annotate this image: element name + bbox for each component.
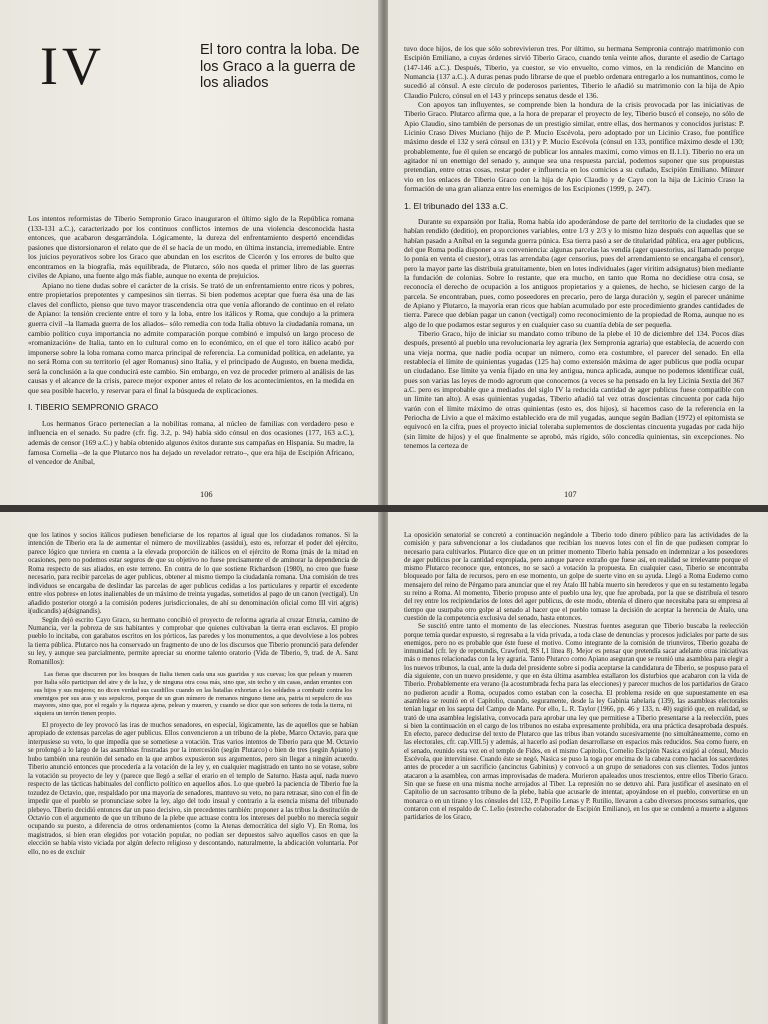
- page-number: 106: [200, 490, 213, 499]
- paragraph: Los intentos reformistas de Tiberio Sempronio Graco inauguraron el último siglo de la República romana (133-131 a.C.), caracterizado por los continuos conflictos internos de una violencia desconocida hasta entonces, que acabaron desgarrándola. Lógicamente, la dureza del enfrentamiento despertó encendidas pasiones que distorsionaron el relato que de él se hacía de un modo, en última instancia, irremediable. Entre los juicios peyorativos sobre los Graco que abundan en los escritos de Cicerón y los errores de bulto que encontramos en la biografía, más equilibrada, de Plutarco, sólo nos queda el primer libro de las guerras civiles de Apiano, una fuente algo más fiable, aunque no exenta de prejuicios.: [28, 214, 354, 281]
- chapter-number: IV: [40, 36, 105, 96]
- section-heading: I. TIBERIO SEMPRONIO GRACO: [28, 402, 159, 413]
- block-quote: Las fieras que discurren por los bosques de Italia tienen cada una sus guaridas y sus cuevas; los que pelean y mueren por Italia sólo participan del aire y de la luz, y de ninguna otra cosa más, sino que, sin techo y sin casas, andan errantes con sus hijos y sus mujeres; no dicen verdad sus caudillos cuando en las batallas exhortan a los soldados a combatir contra los enemigos por sus aras y sus sepulcros, porque de un gran número de romanos ninguno tiene ara, patria ni sepulcro de sus mayores, sino que, por el regalo y la riqueza ajena, pelean y mueren, y cuando se dice que son señores de toda la tierra, ni siquiera un terrón tienen propio.: [34, 671, 352, 718]
- chapter-body: [28, 532, 358, 857]
- paragraph: Tiberio Graco, hijo de iniciar su mandato como tribuno de la plebe el 10 de diciembre del 134. Pocos días después, presentó al pueblo una revolucionaria ley agraria (lex Sempronia agraria) que establecía, de acuerdo con una vieja norma, que nadie podía ocupar un número, como era costumbre, el parecer del senado. En ella restablecía el límite de quinientas yugadas (125 ha) como extensión máxima de ager publicus que podía ocupar un ciudadano. Ese límite ya venía fijado en una ley antigua, nunca aplicada, aunque no podemos identificar cuál, pues son varias las leyes de modo agrorum que conocemos (a veces se ha pensado en la ley Licinia Sextia del 367 a.C. pero es improbable que a mediados del siglo IV la reducida cantidad de ager publicus fuese compatible con un límite tan alto). A esas quinientas yugadas, Tiberio añadió tal vez otras doscientas cincuenta por cada hijo varón con el límite máximo de otras quinientas (esto es, dos hijos), si hacemos caso de la referencia en la Periocha de Livio a que el máximo establecido era de mil yugadas, aunque según Badian (1972) el epitomista se equivocó en la cifra, pues el proyecto inicial toleraba suplementos de doscientas cincuenta yugadas por cada hijo (sin límite de hijos) y el que finalmente se aprobó, más rígido, sólo concedía quinientas, sin excepciones. No tenemos la certeza de: [404, 328, 744, 451]
- page-108: [0, 512, 380, 1024]
- page-106: [0, 0, 380, 505]
- top-book-spread: [0, 0, 768, 505]
- chapter-body: [404, 44, 744, 450]
- page-109: [388, 512, 768, 1024]
- chapter-title: El toro contra la loba. De los Graco a la guerra de los aliados: [200, 42, 360, 91]
- paragraph: La oposición senatorial se concretó a continuación negándole a Tiberio todo dinero público para las actividades de la comisión y para subvencionar a los ciudadanos que recibían los nuevos lotes con el fin de que pudiesen comprar lo necesario para cultivarlos. Plutarco dice que en un primer momento Tiberio había pensado en indemnizar a los poseedores de ager publicus por la cantidad expropiada, pero aunque parece extraño que fuese así, en realidad se irrelevante porque el mismo Plutarco reconoce que, entonces, no se sacó a votación la propuesta. En cualquier caso, Tiberio se encontraba bloqueado por falta de recursos, pero en ese momento, un golpe de suerte vino en su ayuda. Llegó a Roma Eudemo como mensajero del reino de Pérgamo para anunciar que el rey Átalo III había muerto sin herederos y que en su testamento legaba su reino a Roma. Al momento, Tiberio propuso ante el pueblo una ley, que fue aprobada, por la que se distribuía el tesoro del rey entre los recipiendarios de lotes del ager publicus, de este modo, obtenía el dinero que necesitaba para su empresa al tiempo que usurpaba otro golpe al senado al hacer que el pueblo tomase la decisión de aceptar la herencia de Átalo, una cuestión de la competencia exclusiva del senado, hasta entonces.: [404, 532, 748, 622]
- page-number: 107: [564, 490, 577, 499]
- paragraph: Según dejó escrito Cayo Graco, su hermano concibió el proyecto de reforma agraria al cruzar Etruria, camino de Numancia, ver la pobreza de sus habitantes y comprobar que quienes cultivaban la tierra eran esclavos. El propio pueblo lo incitaba, con garabatos escritos en los pórticos, las paredes y los monumentos, a que devolviese a los pobres la tierra pública. Plutarco nos ha conservado un fragmento de uno de los discursos que Tiberio pronunció para defender su ley, y aunque sea parcialmente, permite apreciar su enorme talento oratorio (Vida de Tiberio, 9, trad. de A. Sanz Romanillos):: [28, 616, 358, 666]
- paragraph: Con apoyos tan influyentes, se comprende bien la hondura de la crisis provocada por las iniciativas de Tiberio Graco. Plutarco afirma que, a la hora de preparar el proyecto de ley, Tiberio buscó el consejo, no sólo de Apio Claudio, sino también de personas de un prestigio similar, entre ellas, dos hermanos y conocidos juristas: P. Licinio Craso Dives Muciano (hijo de P. Mucio Escévola, pero adoptado por un Licinio Craso, fue pontífice máximo desde el 132 y será cónsul en 131) y P. Mucio Escévola (cónsul en 133, pontífice máximo desde el 130; probablemente, fue él quien se encargó de publicar los annales maximi, como vimos en II.1.1). Tiberio no era un agitador ni un enemigo del senado y, aunque sea una respuesta parcial, podemos suponer que sus propuestas pretendían, entre otras cosas, restar poder e influencia en los comicios a su cuñado, Escipión Emiliano. Münzer vio en los enlaces de Tiberio Graco con la hija de Apio Claudio y de Cayo con la hija de Licinio Craso la formación de una gran alianza entre los enemigos de los Escipiones (1999, p. 247).: [404, 100, 744, 194]
- paragraph: Durante su expansión por Italia, Roma había ido apoderándose de parte del territorio de la ciudades que se habían rendido (deditio), en proporciones variables, entre 1/3 y 2/3 y lo mismo hizo después con aquellas que se habían pasado a Aníbal en la segunda guerra púnica. Esa tierra pasó a ser de titularidad pública, era ager publicus, del que Roma podía disponer a su conveniencia: algunas parcelas las vendía (ager quaestorius, así llamado porque lo ponía en venta el cuestor), otras las arrendaba (ager censorius, pues del arrendamiento se encargaba el censor), pero la mayor parte las distribuía gratuitamente, bien en lotes individuales (ager viritim adsignatus) bien mediante la fundación de colonias. Sobre lo restante, que era mucho, en tanto que Roma no decidiese otra cosa, se reconocía el derecho de ocupación a los antiguos propietarios y a quienes, de hecho, se hiciesen cargo de la parcela. Se encontraban, pues, como poseedores en precario, pero de larga duración y, según el parecer unánime de Apiano y Plutarco, la mayoría eran ricos que habían acumulado por este procedimiento grandes cantidades de tierra. Parece que debían pagar un canon (vectigal) como reconocimiento de la propiedad de Roma, aunque no es algo de lo que podamos estar seguros y en cualquier caso su cuantía debía de ser pequeña.: [404, 216, 744, 329]
- paragraph: tuvo doce hijos, de los que sólo sobrevivieron tres. Por último, su hermana Sempronia contrajo matrimonio con Escipión Emiliano, a cuyas órdenes sirvió Tiberio Graco, cuando tenía veinte años, durante el asedio de Cartago (147-146 a.C.). Después, Tiberio, ya cuestor, se vio envuelto, como vimos, en la rendición de Mancino en Numancia (137 a.C.). A duras penas pudo librarse de que el pueblo ordenara entregarlo a los numantinos, como le sucedió al cónsul. A este círculo de poderosos parientes, Tiberio le añadió su matrimonio con la hija de Apio Claudio Pulcro, cónsul en el 143 y princeps senatus desde el 136.: [404, 44, 744, 100]
- paragraph: Los hermanos Graco pertenecían a la nobilitas romana, al núcleo de familias con verdadero peso e influencia en el senado. Su padre (cfr. fig. 3.2, p. 94) había sido cónsul en dos ocasiones (177, 163 a.C.), además de censor (169 a.C.) y había obtenido algunos éxitos durante sus campañas en Hispania. Su madre, la famosa Cornelia –de la que Plutarco nos ha dejado un revelador retrato–, que era hija de Escipión Africano, el vencedor de Aníbal,: [28, 418, 354, 467]
- chapter-body: [404, 532, 748, 822]
- paragraph: Se suscitó entre tanto el momento de las elecciones. Nuestras fuentes aseguran que Tiberio buscaba la reelección porque temía quedar expuesto, si regresaba a la vida privada, a toda clase de denuncias y procesos judiciales por parte de sus enemigos, pero no es probable que éste fuese el motivo. Como integrante de la comisión de triunviros, Tiberio gozaba de inmunidad (cfr. ley de repetundis, Crawford, RS I,1 línea 8). Mejor es pensar que pretendía sacar adelante otras iniciativas más o menos relacionadas con la ley agraria. Tanto Plutarco como Apiano aseguran que se reunió una asamblea para elegir a los nuevos tribunos, la cual, ante la duda del presidente sobre si podía aceptarse la candidatura de Tiberio, se pospuso para el día siguiente, con un nuevo presidente, y que en ésta última asamblea estallaron los disturbios que acabaron con la vida de Tiberio. Probablemente era verano (la acostumbrada fecha para las elecciones) y parecer muchos de los partidarios de Graco no pudieron acudir a Roma, ocupados como estaban con la cosecha. El problema reside en que supuestamente en esa asamblea se reunió en el Capitolio, cuando, seguramente, desde la ley Gabinia tabelaria (139), las asambleas electorales tenían lugar en los saepta del Campo de Marte. Por ello, L. R. Taylor (1966, pp. 46 y 133, n. 40) sugirió que, en realidad, se trató de una asamblea legislativa, convocada para aprobar una ley que permitiese a Tiberio presentarse a la reelección, pues si bien la continuación en el cargo de los tribunos no estaba expresamente prohibida, era una práctica desaprobada después. En efecto, parece deducirse del texto de Plutarco que las tribus iban votando sucesivamente (no simultáneamente, como en las electorales, cfr. cap.VIII.5) y además, al hacerlo así podían desarrollarse en espacios más reducidos. Sea como fuere, en el senado, reunido esta vez en el templo de Fides, en el mismo Capitolio, Cornelio Escipión Nasica exigió al cónsul, Mucio Escévola, que interviniese. Cuando éste se negó, Nasica se puso la toga por encima de la cabeza como hacían los sacerdotes antes de proceder a un sacrificio (ancinctus Gabinius) y convocó a un grupo de senadores con sus clientes. Todos juntos atacaron a la asamblea, con armas improvisadas de madera. Murieron apaleados unos trescientos, entre ellos Tiberio Graco. Sin que se fuese en una misma noche arrojados al Tíber. La represión no se detuvo ahí. Para justificar el asesinato en el Capitolio de un sacrosanto tribuno de la plebe, había que acusarle de intentar, apoyándose en el pueblo, convertirse en un monarca o en un tirano y los cónsules del 132, P. Popilio Lenas y P. Rutilio, llevaron a cabo diversos procesos sumarios, que contaron con el respaldo de C. Lelio (estrecho colaborador de Escipión Emiliano), en los que se condenó a muerte a algunos partidarios de los Graco,: [404, 623, 748, 822]
- section-heading: 1. El tribunado del 133 a.C.: [404, 200, 509, 211]
- paragraph: Apiano no tiene dudas sobre el carácter de la crisis. Se trató de un enfrentamiento entre ricos y pobres, entre propietarios prepotentes y campesinos sin tierras. Si bien podemos aceptar que fuera ésa una de las claves del conflicto, pienso que tuvo mayor trascendencia otra que venía aflorando de continuo en el relato de Apiano: la tensión creciente entre el toro y la loba, entre los itálicos y Roma, que condujo a la primera guerra civil –la llamada guerra de los aliados– sólo remedia con toda Italia obtuvo la ciudadanía romana, un cambio político cuya importancia no admite comparación porque combinó e impulsó un largo proceso de «romanización» de Italia, tanto en lo cultural como en lo económico, en el que el toro itálico acabó por imponerse sobre la loba romana como marca principal de referencia. La comunidad política, en adelante, ya no será Roma con su territorio (el ager Romanus) sino Italia, y el principado de Augusto, en buena medida, será la conclusión a la que conducirá este cambio. Sin embargo, en vez de proceder primero al análisis de las causas y el alcance de la crisis, parece mejor exponer antes el relato de los acontecimientos, en la medida en que sea posible hacerlo, y reservar para el final la búsqueda de explicaciones.: [28, 280, 354, 395]
- page-107: [388, 0, 768, 505]
- bottom-book-spread: [0, 512, 768, 1024]
- paragraph: El proyecto de ley provocó las iras de muchos senadores, en especial, lógicamente, las de aquellos que se habían apropiado de extensas parcelas de ager publicus. Ellos convencieron a un tribuno de la plebe, Marco Octavio, para que interpusiese su veto, lo que impedía que se sometiese a votación. Tras varios intentos de Tiberio para que M. Octavio se prolongó a lo largo de las asambleas frustradas por la intercesión (según Plutarco) o bien de tres (según Apiano) y hubo también una reunión del senado en la que ambos expusieron sus argumentos, pero sin llegar a ningún acuerdo. Tiberio anunció entonces que procedería a la votación de la ley y, en cualquier magistrado en tanto no se votase, sobre la votación su proyecto de ley y (parece que llegó a sellar el erario en el templo de Saturno. Hasta aquí, nada nuevo respecto de las tácticas habituales del conflicto político en aquellos años. Lo que quebró la paciencia de Tiberio fue la tozudez de Octavio, que, respaldado por una mayoría de senadores, mantuvo su veto, no para retrasar, sino con el fin de impedir que el pueblo se pronunciase sobre la ley, algo del todo insual y contrario a la esencia misma del tribunado plebeyo. Tiberio decidió entonces dar un paso decisivo, sin precedentes también: proponer a las tribus la destitución de Octavio con el argumento de que un tribuno de la plebe que actuase contra los intereses del pueblo no merecía seguir ocupando su puesto, a diferencia de otros ordenamientos (como la Atenas democrática del siglo V). En Roma, los magistrados, si bien eran elegidos por votación popular, no podían ser depuestos salvo aquellos casos en que la elección se había visto viciada por algún defecto religioso y descontando, naturalmente, la abdicación voluntaria. Por ello, no es de excluir: [28, 722, 358, 856]
- chapter-body: [28, 214, 354, 467]
- paragraph: que los latinos y socios itálicos pudiesen beneficiarse de los repartos al igual que los ciudadanos romanos. Si la intención de Tiberio era la de aumentar el número de movilizables (assidui), esto es, reforzar el poder del ejército, parece lógico que tuviera en cuenta a la elevada proporción de itálicos en el ejército de Roma (más de la mitad en ocasiones, pero no podemos estar seguros de que su objetivo no fuese precisamente el de aminorar la dependencia de Roma respecto de sus aliados, en este terreno. En contra de lo que sostiene Richardson (1980), no creo que fuese necesario, para recibir parcelas de ager publicus, obtener al mismo tiempo la ciudadanía romana. Una comisión de tres individuos se encargaba de deslindar las parcelas de ager publicus cedidas a los particulares y repartir el excedente entre «los pobres» en lotes inalienables de un máximo de treinta yugadas, sometidos al pago de un canon (vectigal). Un añadido posterior otorgó a la comisión poderes jurisdiccionales, de ahí su denominación oficial como III viri a(gris) i(udicandis) a(dsignandis).: [28, 532, 358, 616]
